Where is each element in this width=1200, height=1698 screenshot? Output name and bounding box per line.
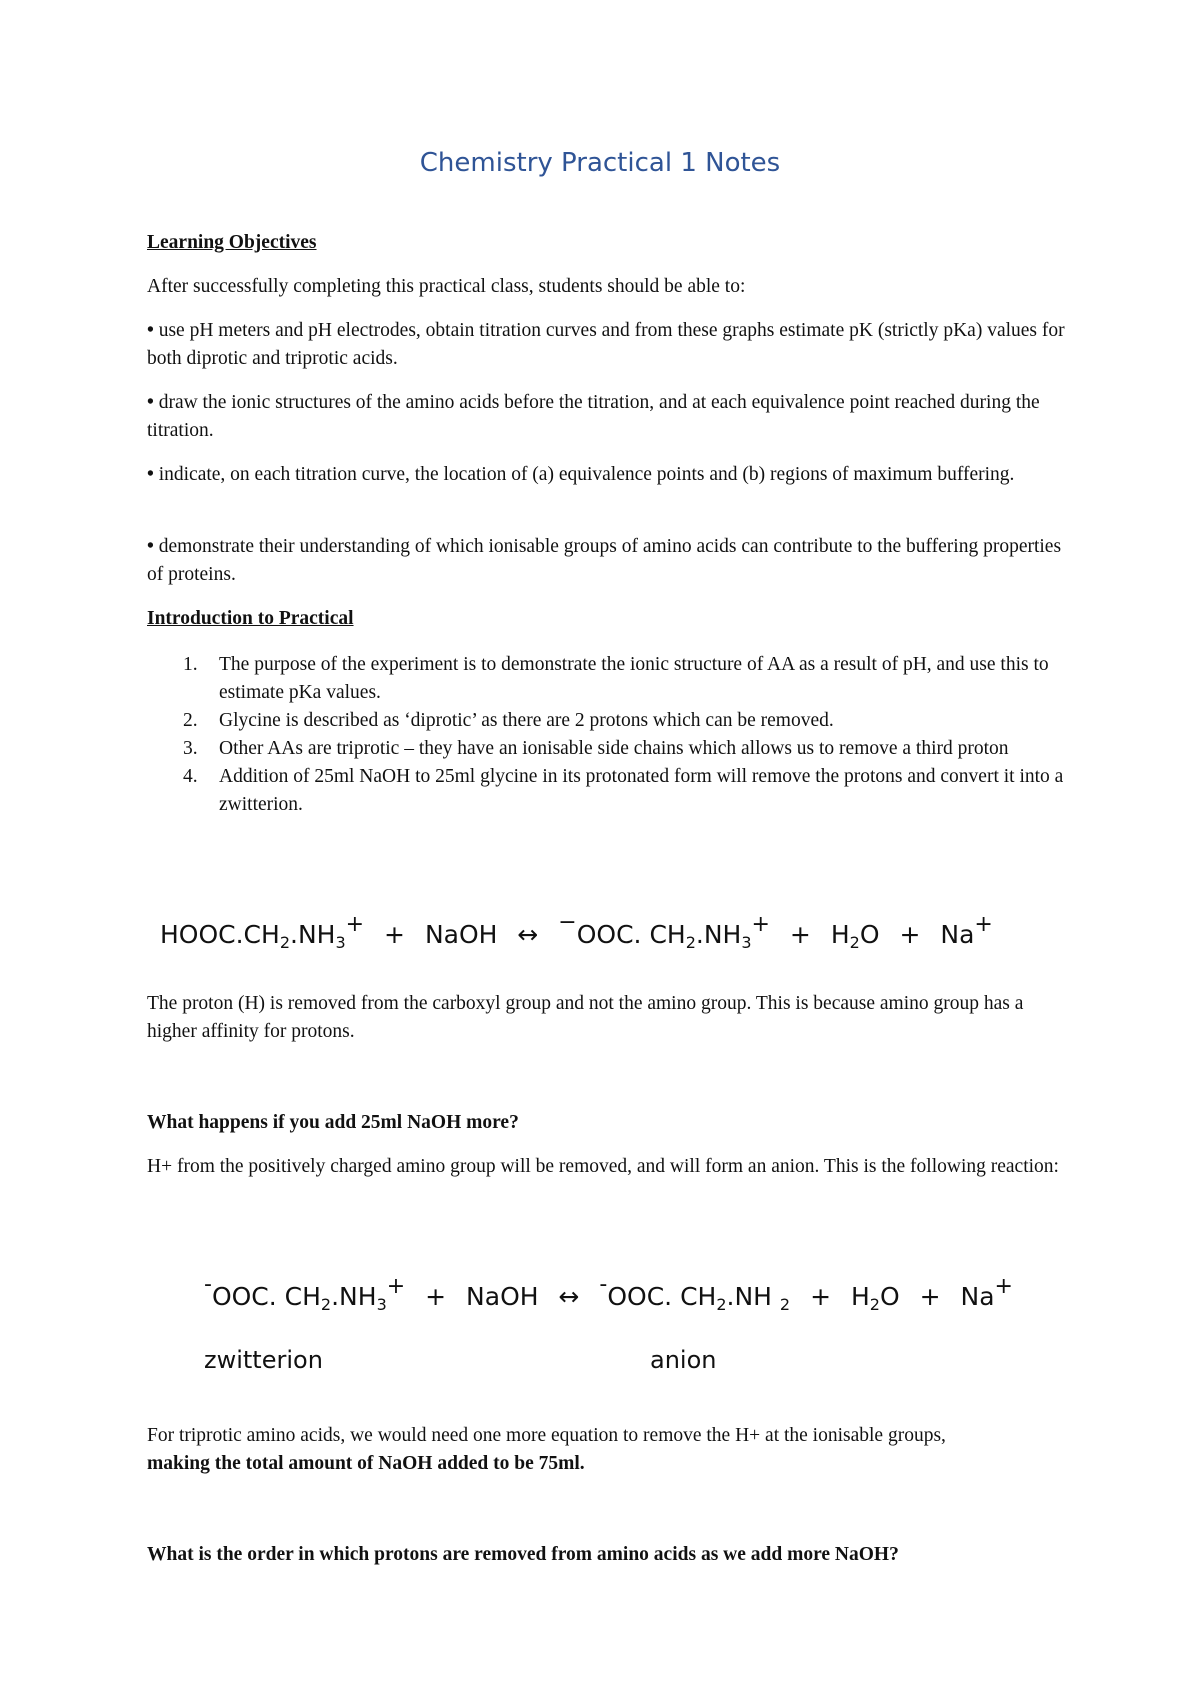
objective-bullet-1 <box>147 317 1067 373</box>
eq1-reactant2: NaOH <box>424 920 498 949</box>
eq2-plus: + <box>810 1282 832 1311</box>
eq1-p3-sup: + <box>974 912 993 937</box>
eq2-r1-sub1: 2 <box>320 1295 332 1314</box>
eq2-p1-sub2: 2 <box>779 1295 791 1314</box>
eq2-r1-sub2: 3 <box>376 1295 387 1314</box>
triprotic-bold-text: making the total amount of NaOH added to be 75ml. <box>147 1453 585 1474</box>
list-item-text: Glycine is described as ‘diprotic’ as there are 2 protons which can be removed. <box>219 710 834 731</box>
objective-text: use pH meters and pH electrodes, obtain titration curves and from these graphs estimate pK (strictly pKa) values for both diprotic and triprotic acids. <box>147 320 1065 369</box>
eq1-r1-charge: + <box>345 912 365 937</box>
proton-explanation: The proton (H) is removed from the carboxyl group and not the amino group. This is because amino group has a higher affinity for protons. <box>147 993 1024 1042</box>
eq1-p1-sup: + <box>751 912 770 937</box>
eq1-p1-mid: .NH <box>695 920 742 949</box>
list-item-text: Other AAs are triprotic – they have an ionisable side chains which allows us to remove a third proton <box>219 738 1009 759</box>
eq1-p2-sub: 2 <box>849 933 860 952</box>
page-title: Chemistry Practical 1 Notes <box>419 148 781 178</box>
list-number: 2. <box>183 710 198 731</box>
eq2-product1: OOC. CH <box>607 1282 717 1311</box>
list-item-text: Addition of 25ml NaOH to 25ml glycine in its protonated form will remove the protons and convert it into a zwitterion. <box>219 766 1064 815</box>
list-item <box>147 651 1067 707</box>
bullet-icon: • <box>147 464 154 485</box>
objectives-intro: After successfully completing this practical class, students should be able to: <box>147 276 746 297</box>
eq1-product3: Na <box>940 920 975 949</box>
bullet-icon: • <box>147 392 154 413</box>
eq1-plus: + <box>899 920 921 949</box>
triprotic-paragraph <box>147 1422 1067 1478</box>
eq2-product2: H <box>850 1282 870 1311</box>
eq2-p2-end: O <box>879 1282 900 1311</box>
list-number: 3. <box>183 738 198 759</box>
list-item <box>147 763 1067 819</box>
equation-zwitterion-to-anion <box>204 1271 1013 1319</box>
triprotic-text: For triprotic amino acids, we would need one more equation to remove the H+ at the ionisable groups, <box>147 1425 946 1446</box>
introduction-heading: Introduction to Practical <box>147 608 354 629</box>
list-item <box>147 735 1067 763</box>
eq1-r1-mid: .NH <box>290 920 336 949</box>
list-item-text: The purpose of the experiment is to demonstrate the ionic structure of AA as a result of pH, and use this to estimate pKa values. <box>219 654 1049 703</box>
eq1-p2-end: O <box>859 920 880 949</box>
eq1-product2: H <box>830 920 850 949</box>
objective-text: indicate, on each titration curve, the location of (a) equivalence points and (b) regions of maximum buffering. <box>158 464 1015 485</box>
bullet-icon: • <box>147 320 154 341</box>
objective-bullet-3 <box>147 461 1067 489</box>
answer-25ml-more: H+ from the positively charged amino group will be removed, and will form an anion. This is the following reaction: <box>147 1156 1059 1177</box>
eq1-plus: + <box>384 920 405 949</box>
eq2-p2-sub: 2 <box>869 1295 880 1314</box>
eq1-r1-sub1: 2 <box>279 933 290 952</box>
eq2-plus: + <box>919 1282 941 1311</box>
eq2-r1-sup: + <box>386 1274 406 1299</box>
equilibrium-arrow-icon: ↔ <box>517 920 539 949</box>
objective-text: draw the ionic structures of the amino acids before the titration, and at each equivalence point reached during the titration. <box>147 392 1040 441</box>
introduction-list <box>147 651 1067 819</box>
eq1-plus: + <box>789 920 811 949</box>
eq2-p1-mid: .NH <box>726 1282 772 1311</box>
equilibrium-arrow-icon: ↔ <box>558 1282 580 1311</box>
question-25ml-more: What happens if you add 25ml NaOH more? <box>147 1112 519 1133</box>
objective-text: demonstrate their understanding of which ionisable groups of amino acids can contribute to the buffering properties of proteins. <box>147 536 1062 585</box>
eq1-product1: OOC. CH <box>576 920 686 949</box>
zwitterion-label: zwitterion <box>204 1346 323 1374</box>
anion-label: anion <box>650 1346 717 1374</box>
question-proton-order: What is the order in which protons are removed from amino acids as we add more NaOH? <box>147 1544 899 1565</box>
eq2-r1-mid: .NH <box>331 1282 377 1311</box>
eq2-p1-sub1: 2 <box>716 1295 727 1314</box>
eq2-r1-charge: - <box>204 1272 212 1297</box>
eq2-product3: Na <box>960 1282 995 1311</box>
eq1-p1-sub2: 3 <box>741 933 752 952</box>
eq1-p1-sub1: 2 <box>685 933 696 952</box>
bullet-icon: • <box>147 536 154 557</box>
eq1-r1-sub2: 3 <box>335 933 346 952</box>
objective-bullet-4 <box>147 533 1067 589</box>
eq2-p3-sup: + <box>994 1274 1013 1299</box>
eq2-reactant2: NaOH <box>466 1282 539 1311</box>
objective-bullet-2 <box>147 389 1067 445</box>
list-item <box>147 707 1067 735</box>
eq1-p1-charge: − <box>558 910 577 935</box>
eq2-reactant1: OOC. CH <box>211 1282 321 1311</box>
list-number: 1. <box>183 654 198 675</box>
eq2-plus: + <box>425 1282 447 1311</box>
equation-glycine-to-zwitterion <box>160 909 993 957</box>
eq2-p1-charge: - <box>599 1272 608 1297</box>
list-number: 4. <box>183 766 198 787</box>
eq1-reactant1: HOOC.CH <box>160 920 280 949</box>
learning-objectives-heading: Learning Objectives <box>147 232 317 253</box>
